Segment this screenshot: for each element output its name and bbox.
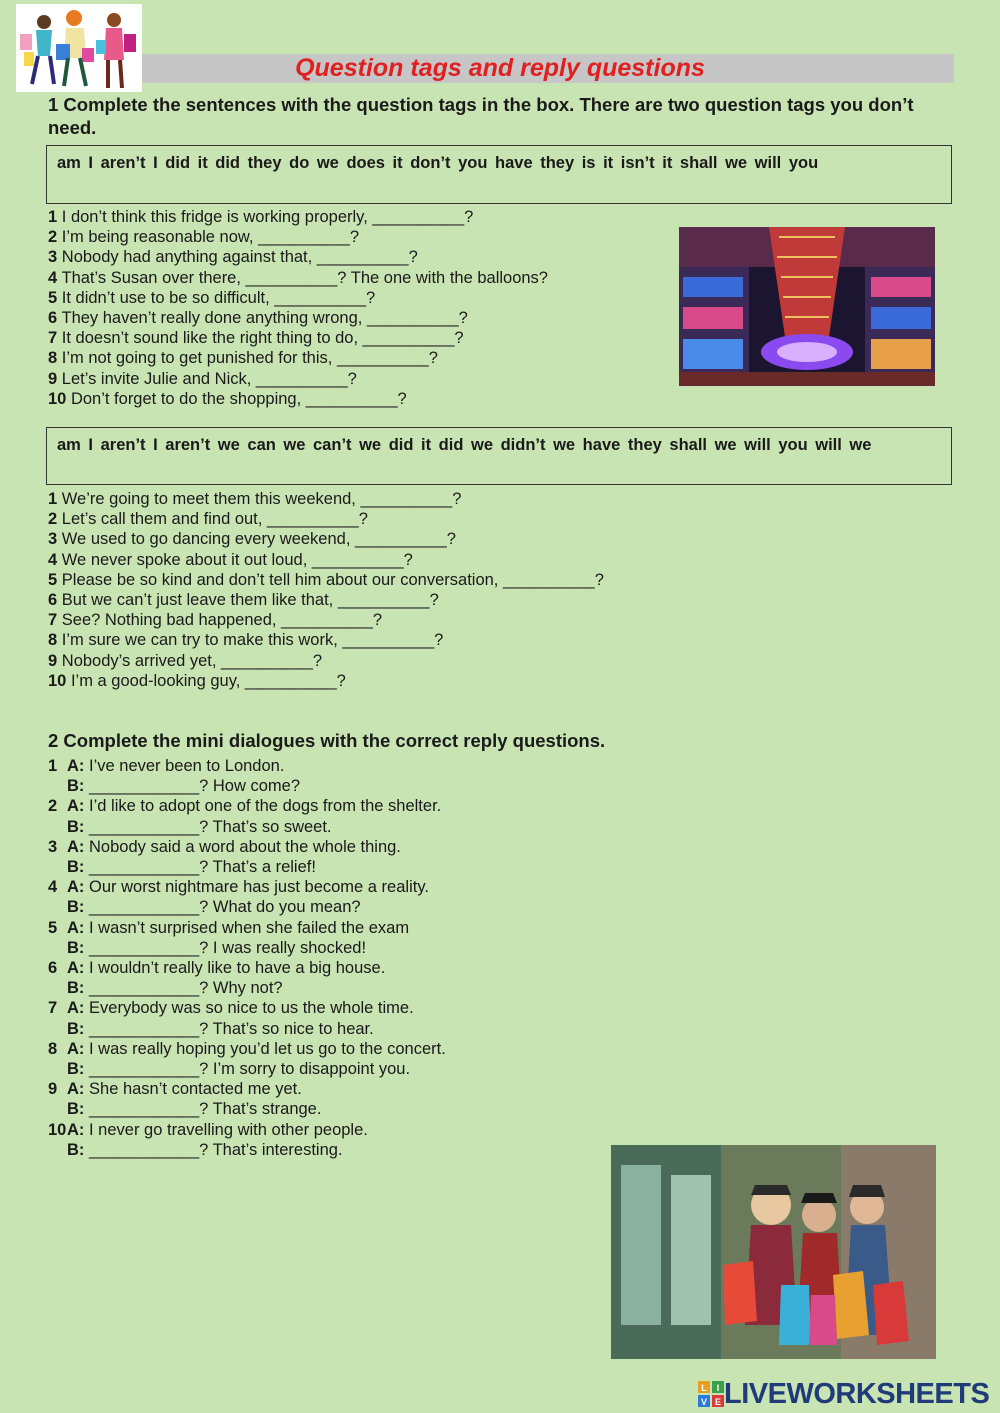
speaker-b-text: ____________? I’m sorry to disappoint you. — [89, 1060, 411, 1079]
speaker-a-text: Nobody said a word about the whole thing. — [89, 837, 401, 856]
sentence-item — [48, 308, 548, 328]
speaker-b-label: B: — [67, 1100, 85, 1119]
speaker-a-text: I’d like to adopt one of the dogs from the shelter. — [89, 797, 442, 816]
sentence-item — [48, 529, 604, 549]
dialogue-line-a — [48, 756, 446, 776]
item-number: 8 — [48, 631, 58, 650]
sentence-text: Nobody had anything against that, __________? — [61, 248, 418, 267]
item-number: 6 — [48, 591, 58, 610]
sentence-item — [48, 227, 548, 247]
speaker-a-label: A: — [67, 918, 85, 937]
sentence-text: I’m being reasonable now, __________? — [61, 228, 360, 247]
item-number: 7 — [48, 329, 58, 348]
dialogue-line-a — [48, 837, 446, 857]
speaker-a-label: A: — [67, 837, 85, 856]
sentence-item — [48, 610, 604, 630]
item-number: 9 — [48, 369, 58, 388]
sentence-text: Let’s call them and find out, __________? — [61, 510, 368, 529]
liveworksheets-logo-icon — [698, 1381, 724, 1407]
question-tags-box-1: am I aren’t I did it did they do we does it don’t you have they is it isn’t it shall we will you — [46, 145, 952, 204]
dialogue-line-a — [48, 1039, 446, 1059]
dialogue-line-a — [48, 918, 446, 938]
speaker-a-text: I’ve never been to London. — [89, 757, 285, 775]
sentence-text: Don’t forget to do the shopping, __________? — [70, 389, 407, 408]
sentence-text: They haven’t really done anything wrong, __________? — [61, 309, 468, 328]
sentence-item — [48, 268, 548, 288]
dialogue-line-b — [48, 1099, 446, 1119]
item-number: 4 — [48, 268, 58, 287]
dialogue-number: 2 — [48, 797, 58, 816]
speaker-a-label: A: — [67, 797, 85, 816]
dialogue-line-b — [48, 1019, 446, 1039]
exercise-1-part-1-list — [48, 207, 548, 409]
speaker-a-label: A: — [67, 878, 85, 897]
sentence-item — [48, 207, 548, 227]
sentence-item — [48, 671, 604, 691]
speaker-a-label: A: — [67, 959, 85, 978]
item-number: 7 — [48, 611, 58, 630]
dialogue-line-a — [48, 796, 446, 816]
dialogue-line-a — [48, 998, 446, 1018]
svg-text:E: E — [714, 1397, 722, 1407]
dialogue-line-a — [48, 877, 446, 897]
dialogue-number: 6 — [48, 959, 58, 978]
exercise-1-part-2-list — [48, 489, 604, 691]
shoppers-photo — [611, 1145, 936, 1359]
sentence-item — [48, 328, 548, 348]
sentence-text: We used to go dancing every weekend, __________? — [61, 530, 456, 549]
sentence-item — [48, 489, 604, 509]
sentence-item — [48, 570, 604, 590]
speaker-b-text: ____________? That’s strange. — [89, 1100, 322, 1119]
sentence-item — [48, 630, 604, 650]
speaker-b-label: B: — [67, 777, 85, 796]
sentence-item — [48, 369, 548, 389]
dialogue-number: 9 — [48, 1080, 58, 1099]
speaker-a-text: I wasn’t surprised when she failed the exam — [89, 918, 410, 937]
speaker-b-label: B: — [67, 1060, 85, 1079]
sentence-text: It didn’t use to be so difficult, __________? — [61, 288, 376, 307]
dialogue-number: 4 — [48, 878, 58, 897]
exercise-1-instruction: 1 Complete the sentences with the question tags in the box. There are two question tags you don’t need. — [48, 94, 914, 138]
dialogue-number: 8 — [48, 1039, 58, 1058]
speaker-a-text: Our worst nightmare has just become a reality. — [89, 878, 429, 897]
speaker-a-text: I was really hoping you’d let us go to the concert. — [89, 1039, 446, 1058]
item-number: 5 — [48, 570, 58, 589]
speaker-a-text: She hasn’t contacted me yet. — [89, 1080, 302, 1099]
sentence-text: I’m not going to get punished for this, __________? — [61, 349, 438, 368]
item-number: 2 — [48, 228, 58, 247]
sentence-text: But we can’t just leave them like that, __________? — [61, 591, 439, 610]
speaker-a-label: A: — [67, 1120, 85, 1139]
speaker-a-text: Everybody was so nice to us the whole time. — [89, 999, 414, 1018]
sentence-text: I’m sure we can try to make this work, __________? — [61, 631, 444, 650]
dialogue-line-b — [48, 857, 446, 877]
sentence-text: Nobody’s arrived yet, __________? — [61, 651, 322, 670]
dialogue-line-b — [48, 897, 446, 917]
sentence-text: That’s Susan over there, __________? The one with the balloons? — [61, 268, 548, 287]
sentence-item — [48, 651, 604, 671]
speaker-a-label: A: — [67, 757, 85, 775]
speaker-b-text: ____________? That’s so sweet. — [89, 817, 332, 836]
item-number: 4 — [48, 550, 58, 569]
sentence-text: Please be so kind and don’t tell him about our conversation, __________? — [61, 570, 604, 589]
speaker-b-text: ____________? How come? — [89, 777, 301, 796]
item-number: 8 — [48, 349, 58, 368]
speaker-b-text: ____________? What do you mean? — [89, 898, 361, 917]
dialogue-number: 3 — [48, 837, 58, 856]
sentence-text: See? Nothing bad happened, __________? — [61, 611, 382, 630]
question-tags-box-2: am I aren’t I aren’t we can we can’t we did it did we didn’t we have they shall we will you will we — [46, 427, 952, 485]
speaker-a-label: A: — [67, 999, 85, 1018]
dialogue-number: 7 — [48, 999, 58, 1018]
sentence-text: I don’t think this fridge is working properly, __________? — [61, 208, 474, 226]
dialogue-line-b — [48, 776, 446, 796]
item-number: 5 — [48, 288, 58, 307]
speaker-b-text: ____________? I was really shocked! — [89, 938, 367, 957]
item-number: 1 — [48, 208, 58, 226]
item-number: 10 — [48, 671, 67, 690]
dialogue-line-b — [48, 1059, 446, 1079]
speaker-b-label: B: — [67, 898, 85, 917]
svg-text:L: L — [701, 1383, 707, 1393]
dialogue-number: 10 — [48, 1120, 67, 1139]
item-number: 10 — [48, 389, 67, 408]
speaker-b-text: ____________? That’s so nice to hear. — [89, 1019, 374, 1038]
speaker-b-label: B: — [67, 1140, 85, 1159]
shopping-mall-photo — [679, 227, 935, 386]
speaker-b-label: B: — [67, 1019, 85, 1038]
dialogue-number: 5 — [48, 918, 58, 937]
mini-dialogues-list — [48, 756, 446, 1160]
speaker-b-label: B: — [67, 938, 85, 957]
item-number: 9 — [48, 651, 58, 670]
page-title: Question tags and reply questions — [295, 54, 705, 82]
svg-text:I: I — [716, 1383, 720, 1393]
dialogue-line-b — [48, 1140, 446, 1160]
sentence-item — [48, 247, 548, 267]
speaker-b-text: ____________? That’s interesting. — [89, 1140, 343, 1159]
dialogue-line-a — [48, 958, 446, 978]
shopping-women-illustration — [16, 4, 142, 92]
sentence-text: It doesn’t sound like the right thing to do, __________? — [61, 329, 464, 348]
liveworksheets-brand[interactable] — [698, 1378, 989, 1410]
dialogue-line-b — [48, 978, 446, 998]
speaker-a-label: A: — [67, 1039, 85, 1058]
speaker-a-text: I wouldn’t really like to have a big house. — [89, 959, 386, 978]
item-number: 3 — [48, 248, 58, 267]
speaker-b-text: ____________? Why not? — [89, 979, 283, 998]
sentence-text: We’re going to meet them this weekend, __________? — [61, 490, 462, 508]
dialogue-line-a — [48, 1079, 446, 1099]
sentence-text: I’m a good-looking guy, __________? — [70, 671, 346, 690]
speaker-b-label: B: — [67, 817, 85, 836]
sentence-item — [48, 348, 548, 368]
speaker-b-label: B: — [67, 858, 85, 877]
dialogue-number: 1 — [48, 757, 58, 775]
speaker-a-text: I never go travelling with other people. — [89, 1120, 368, 1139]
item-number: 1 — [48, 490, 58, 508]
speaker-b-text: ____________? That’s a relief! — [89, 858, 316, 877]
svg-text:V: V — [700, 1397, 708, 1407]
sentence-item — [48, 590, 604, 610]
sentence-item — [48, 550, 604, 570]
dialogue-line-a — [48, 1120, 446, 1140]
sentence-item — [48, 288, 548, 308]
sentence-item — [48, 389, 548, 409]
shopping-women-logo — [16, 4, 142, 92]
speaker-b-label: B: — [67, 979, 85, 998]
sentence-item — [48, 509, 604, 529]
brand-text: LIVEWORKSHEETS — [724, 1378, 990, 1410]
dialogue-line-b — [48, 817, 446, 837]
speaker-a-label: A: — [67, 1080, 85, 1099]
exercise-2-instruction: 2 Complete the mini dialogues with the correct reply questions. — [48, 730, 606, 751]
sentence-text: We never spoke about it out loud, __________? — [61, 550, 413, 569]
item-number: 2 — [48, 510, 58, 529]
dialogue-line-b — [48, 938, 446, 958]
item-number: 6 — [48, 309, 58, 328]
sentence-text: Let’s invite Julie and Nick, __________? — [61, 369, 357, 388]
item-number: 3 — [48, 530, 58, 549]
